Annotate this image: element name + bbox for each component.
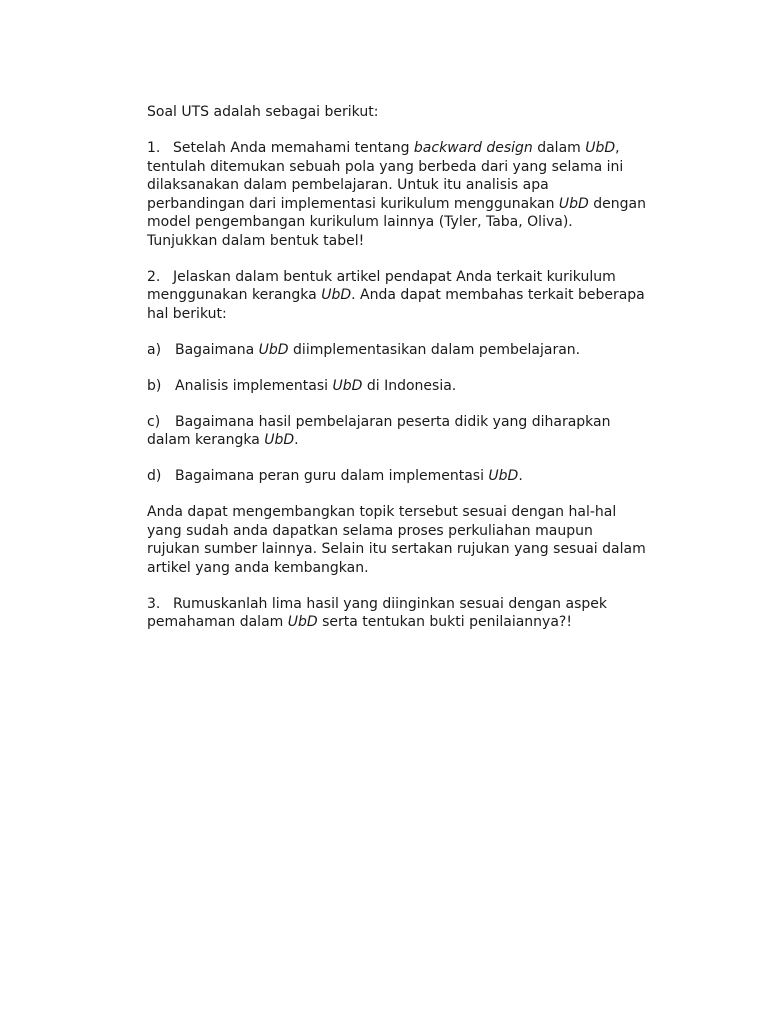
- item-label: d): [147, 468, 162, 484]
- question-1: 1. Setelah Anda memahami tentang backward design dalam UbD, tentulah ditemukan sebuah pola yang berbeda dari yang selama ini dilaksanakan dalam pembelajaran. Untuk itu analisis apa perbandingan dari implementasi kurikulum menggunakan UbD dengan model pengembangan kurikulum lainnya (Tyler, Taba, Oliva). Tunjukkan dalam bentuk tabel!: [147, 140, 647, 249]
- question-3: 3. Rumuskanlah lima hasil yang diinginkan sesuai dengan aspek pemahaman dalam UbD serta tentukan bukti penilaiannya?!: [147, 595, 607, 630]
- question-2-note: Anda dapat mengembangkan topik tersebut sesuai dengan hal-hal yang sudah anda dapatkan selama proses perkuliahan maupun rujukan sumber lainnya. Selain itu sertakan rujukan yang sesuai dalam artikel yang anda kembangkan.: [147, 504, 646, 576]
- item-label: a): [147, 341, 162, 358]
- intro-paragraph: Soal UTS adalah sebagai berikut:: [147, 104, 379, 120]
- item-label: b): [147, 377, 162, 394]
- item-label: c): [147, 413, 161, 430]
- question-2: 2. Jelaskan dalam bentuk artikel pendapat Anda terkait kurikulum menggunakan kerangka UbD. Anda dapat membahas terkait beberapa hal berikut:: [147, 268, 645, 322]
- question-2-item-c: c) Bagaimana hasil pembelajaran peserta didik yang diharapkan dalam kerangka UbD.: [147, 413, 611, 448]
- question-2-item-a: a) Bagaimana UbD diimplementasikan dalam pembelajaran.: [147, 341, 581, 358]
- question-number: 2.: [147, 268, 161, 285]
- document-body: [147, 103, 647, 649]
- question-number: 3.: [147, 595, 161, 612]
- question-2-item-d: d) Bagaimana peran guru dalam implementasi UbD.: [147, 468, 523, 484]
- question-2-item-b: b) Analisis implementasi UbD di Indonesia.: [147, 377, 457, 394]
- question-number: 1.: [147, 140, 161, 156]
